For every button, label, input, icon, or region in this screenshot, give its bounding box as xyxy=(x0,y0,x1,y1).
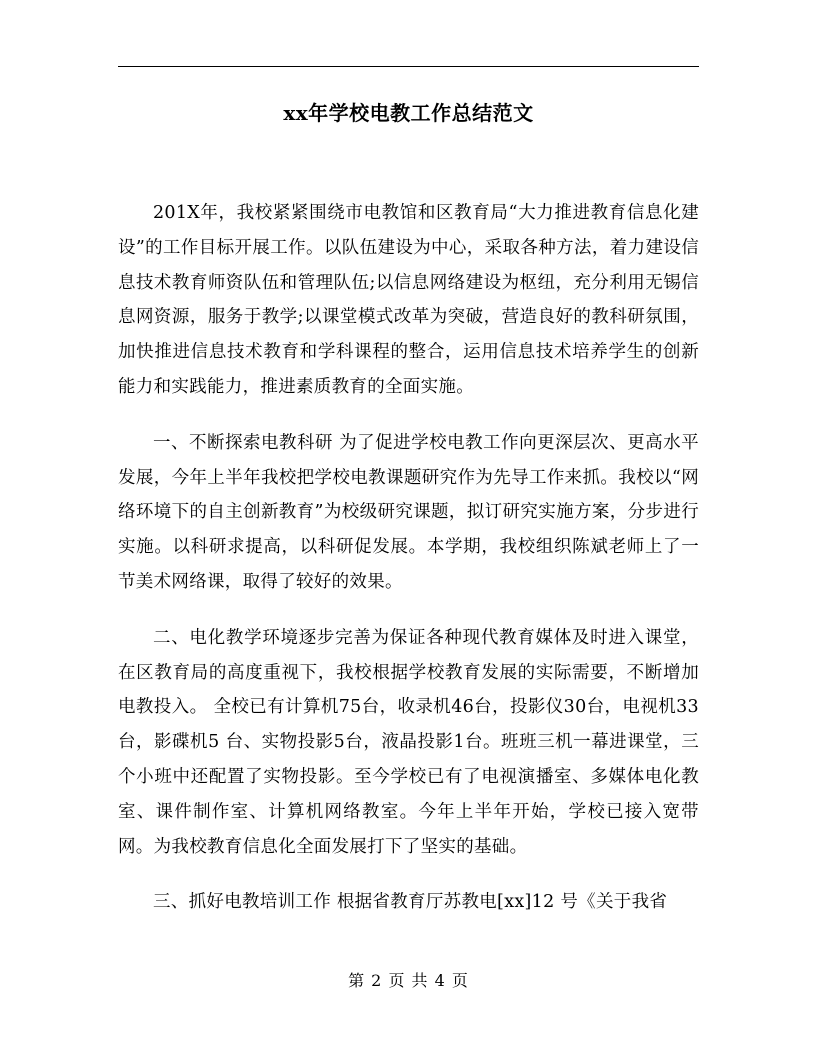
paragraph-intro: 201X年，我校紧紧围绕市电教馆和区教育局“大力推进教育信息化建设”的工作目标开展工作。以队伍建设为中心，采取各种方法，着力建设信息技术教育师资队伍和管理队伍;以信息网络建设为枢纽，充分利用无锡信息网资源，服务于教学;以课堂模式改革为突破，营造良好的教科研氛围，加快推进信息技术教育和学科课程的整合，运用信息技术培养学生的创新能力和实践能力，推进素质教育的全面实施。 xyxy=(118,203,699,397)
header-rule xyxy=(118,66,699,67)
paragraph-section-2: 二、电化教学环境逐步完善为保证各种现代教育媒体及时进入课堂，在区教育局的高度重视下，我校根据学校教育发展的实际需要，不断增加电教投入。 全校已有计算机75台，收录机46台，投影仪30台，电视机33台，影碟机5 台、实物投影5台，液晶投影1台。班班三机一幕进课堂，三个小班中还配置了实物投影。至今学校已有了电视演播室、多媒体电化教室、课件制作室、计算机网络教室。今年上半年开始，学校已接入宽带网。为我校教育信息化全面发展打下了坚实的基础。 xyxy=(118,627,699,857)
document-body xyxy=(118,196,699,941)
paragraph-section-1: 一、不断探索电教科研 为了促进学校电教工作向更深层次、更高水平发展，今年上半年我校把学校电教课题研究作为先导工作来抓。我校以“网络环境下的自主创新教育”为校级研究课题，拟订研究实施方案，分步进行实施。以科研求提高，以科研促发展。本学期，我校组织陈斌老师上了一节美术网络课，取得了较好的效果。 xyxy=(118,432,699,592)
paragraph-section-3: 三、抓好电教培训工作 根据省教育厅苏教电[xx]12 号《关于我省 xyxy=(153,892,668,913)
page-number: 第 2 页 共 4 页 xyxy=(348,971,469,990)
document-title: xx年学校电教工作总结范文 xyxy=(283,101,534,125)
